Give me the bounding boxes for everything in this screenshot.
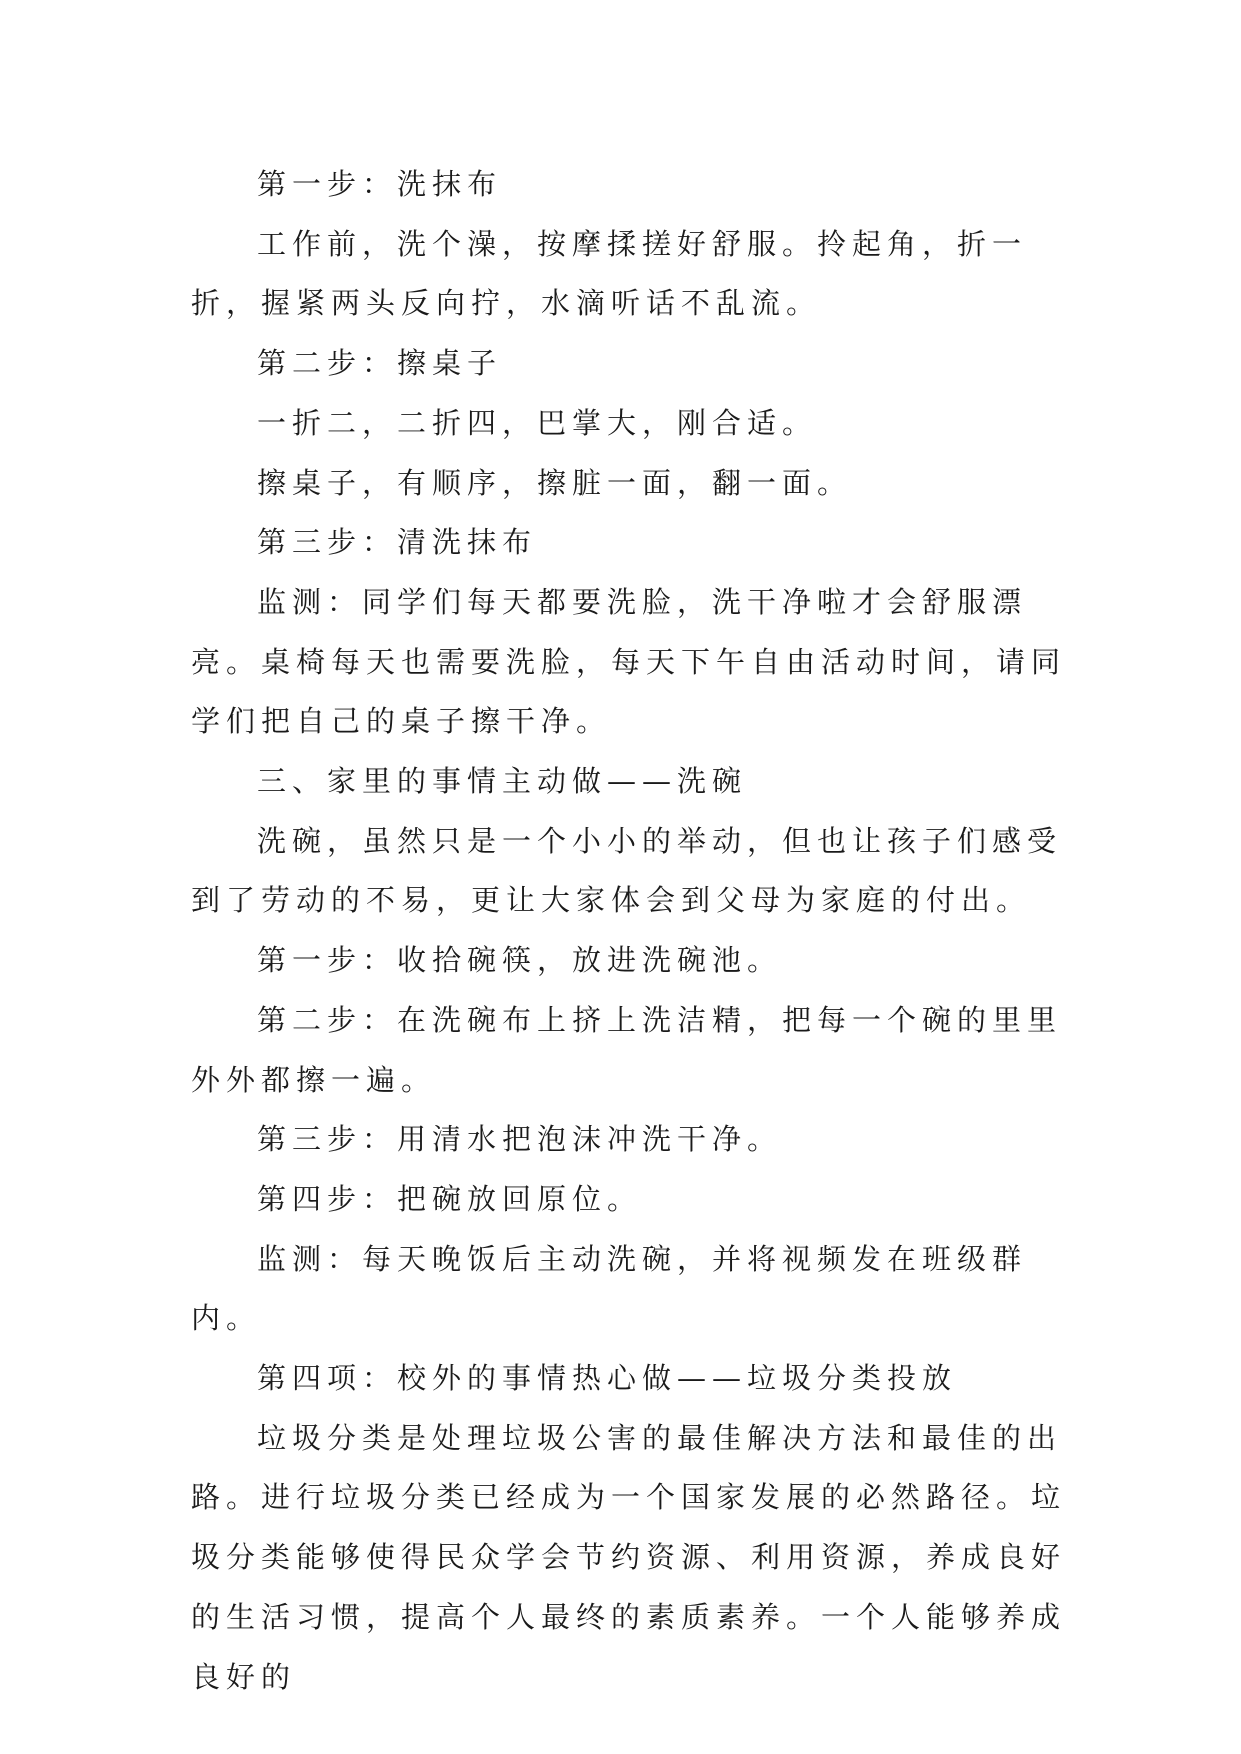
- paragraph-dishes-step-1: 第一步：收拾碗筷，放进洗碗池。: [257, 943, 783, 978]
- paragraph-step-wash-cloth: 第一步：洗抹布: [257, 167, 503, 201]
- paragraph-fold-rhyme: 一折二，二折四，巴掌大，刚合适。: [257, 405, 818, 440]
- paragraph-step-wipe-desk: 第二步：擦桌子: [257, 346, 503, 381]
- paragraph-step-rinse-cloth: 第三步：清洗抹布: [257, 525, 538, 560]
- paragraph-wash-dishes-intro: 洗碗，虽然只是一个小小的举动，但也让孩子们感受到了劳动的不易，更让大家体会到父母为家庭的付出。: [191, 823, 1063, 918]
- paragraph-wipe-order-rhyme: 擦桌子，有顺序，擦脏一面，翻一面。: [257, 465, 853, 500]
- paragraph-wash-cloth-rhyme: 工作前，洗个澡，按摩揉搓好舒服。拎起角，折一折，握紧两头反向拧，水滴听话不乱流。: [191, 226, 1028, 321]
- document-body: [191, 155, 1071, 1707]
- section-heading-garbage-sorting: 第四项：校外的事情热心做——垃圾分类投放: [257, 1361, 958, 1396]
- paragraph-garbage-sorting-intro: 垃圾分类是处理垃圾公害的最佳解决方法和最佳的出路。进行垃圾分类已经成为一个国家发展的必然路径。垃圾分类能够使得民众学会节约资源、利用资源，养成良好的生活习惯，提高个人最终的素质素养。一个人能够养成良好的: [191, 1420, 1067, 1694]
- paragraph-dishes-step-3: 第三步：用清水把泡沫冲洗干净。: [257, 1122, 783, 1157]
- paragraph-monitor-desk: 监测：同学们每天都要洗脸，洗干净啦才会舒服漂亮。桌椅每天也需要洗脸，每天下午自由活动时间，请同学们把自己的桌子擦干净。: [191, 584, 1067, 739]
- paragraph-dishes-step-4: 第四步：把碗放回原位。: [257, 1181, 643, 1216]
- paragraph-monitor-dishes: 监测：每天晚饭后主动洗碗，并将视频发在班级群内。: [191, 1241, 1028, 1336]
- section-heading-wash-dishes: 三、家里的事情主动做——洗碗: [257, 764, 748, 799]
- paragraph-dishes-step-2: 第二步：在洗碗布上挤上洗洁精，把每一个碗的里里外外都擦一遍。: [191, 1002, 1063, 1097]
